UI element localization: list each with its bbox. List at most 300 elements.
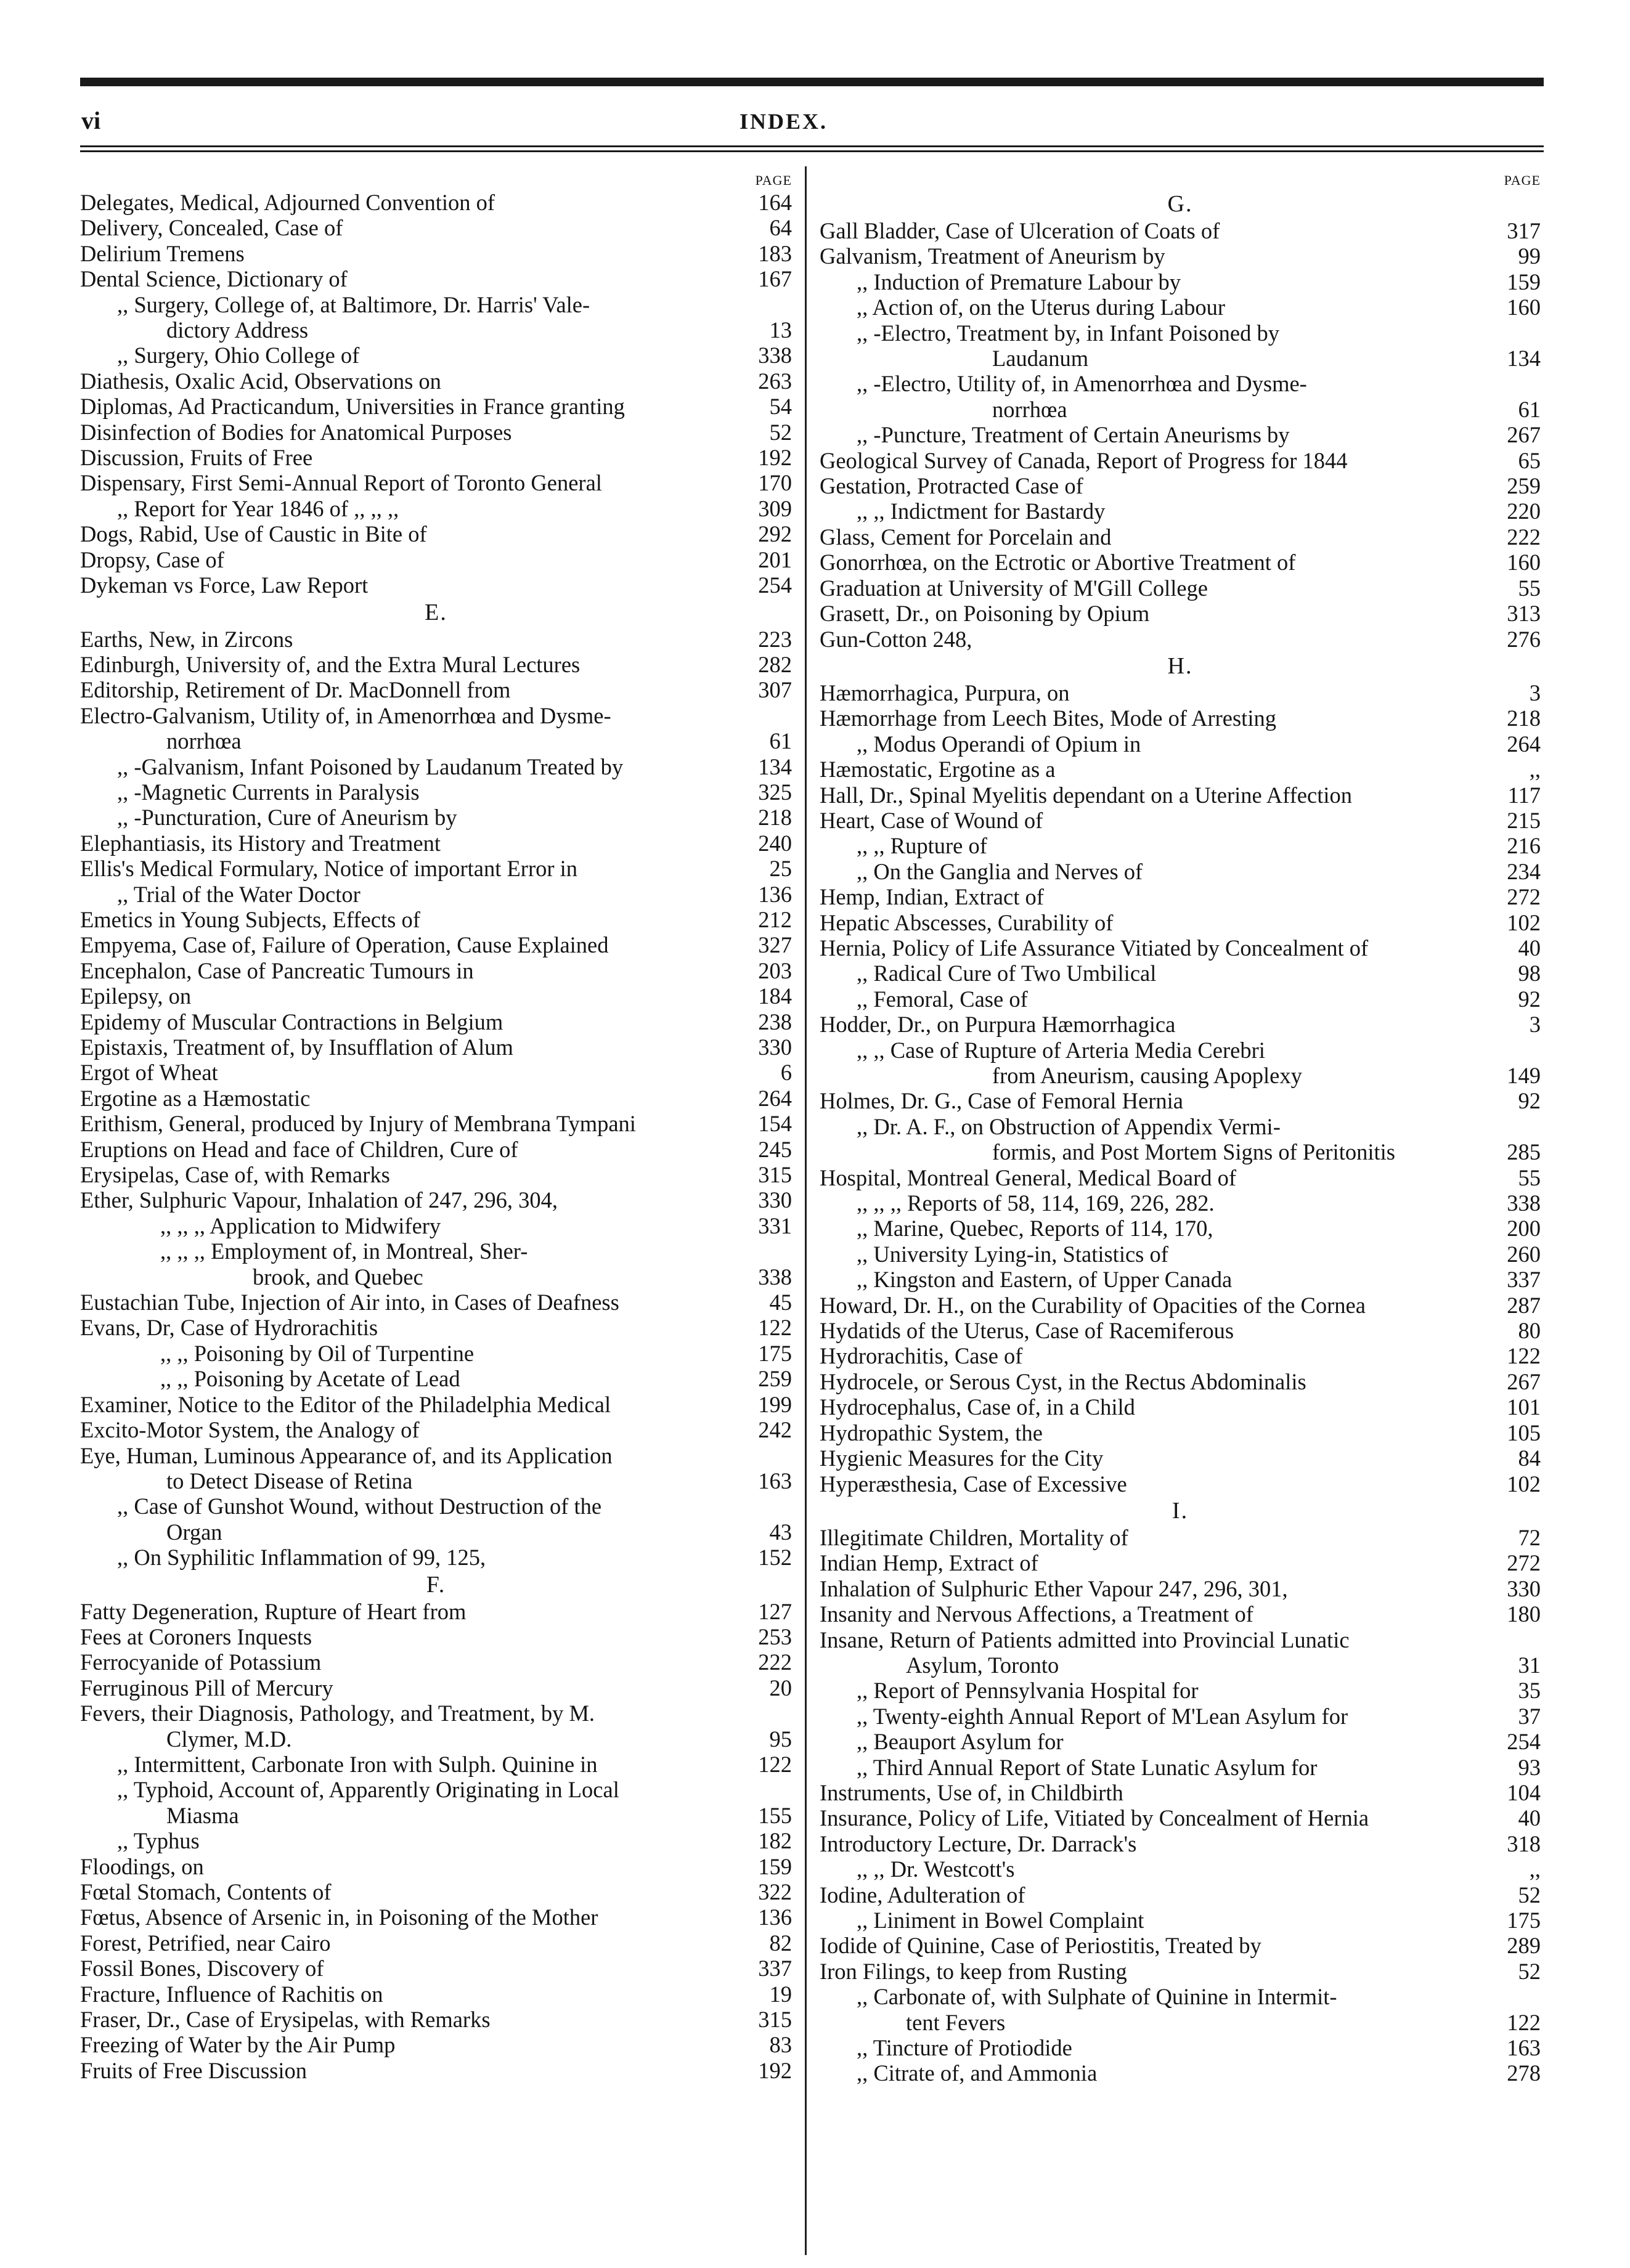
entry-page: 83 xyxy=(769,2032,792,2058)
index-entry xyxy=(820,1420,1541,1445)
entry-text: Epistaxis, Treatment of, by Insufflation of Alum xyxy=(80,1034,513,1060)
index-entry xyxy=(80,368,792,394)
entry-page: 155 xyxy=(758,1802,792,1828)
entry-text: Instruments, Use of, in Childbirth xyxy=(820,1779,1123,1805)
index-entry xyxy=(820,601,1541,626)
entry-page: 45 xyxy=(769,1290,792,1315)
index-entry xyxy=(80,1599,792,1624)
section-letter: F. xyxy=(426,1571,446,1598)
entry-page: 287 xyxy=(1507,1292,1541,1318)
index-entry xyxy=(820,218,1541,243)
index-entry xyxy=(80,1086,792,1111)
entry-text: ,, Beauport Asylum for xyxy=(857,1729,1064,1755)
entry-page: 264 xyxy=(758,1085,792,1111)
entry-text: Freezing of Water by the Air Pump xyxy=(80,2032,396,2058)
entry-text: Eye, Human, Luminous Appearance of, and its Application xyxy=(80,1442,613,1468)
index-entry xyxy=(820,1908,1541,1933)
entry-text: Iron Filings, to keep from Rusting xyxy=(820,1958,1127,1984)
entry-page: 184 xyxy=(758,983,792,1009)
entry-text: Emetics in Young Subjects, Effects of xyxy=(80,906,420,932)
entry-text: dictory Address xyxy=(166,317,309,343)
entry-text: Clymer, M.D. xyxy=(166,1726,292,1752)
entry-page: 315 xyxy=(758,1162,792,1188)
entry-text: ,, ,, Poisoning by Acetate of Lead xyxy=(160,1366,460,1392)
entry-text: ,, Report for Year 1846 of ,, ,, ,, xyxy=(117,495,399,521)
entry-text: Fruits of Free Discussion xyxy=(80,2057,308,2083)
entry-page: 253 xyxy=(758,1624,792,1649)
entry-page: 43 xyxy=(769,1519,792,1545)
entry-text: Hygienic Measures for the City xyxy=(820,1445,1104,1471)
index-entry xyxy=(820,1038,1541,1063)
index-entry xyxy=(80,1009,792,1034)
entry-text: Elephantiasis, its History and Treatment xyxy=(80,830,441,856)
entry-page: 3 xyxy=(1529,680,1541,705)
index-entry xyxy=(820,1959,1541,1984)
entry-text: norrhœa xyxy=(992,396,1067,422)
entry-page: 92 xyxy=(1518,1088,1541,1114)
entry-text: Illegitimate Children, Mortality of xyxy=(820,1524,1128,1550)
entry-text: ,, Carbonate of, with Sulphate of Quinine in Intermit- xyxy=(857,1984,1337,2010)
entry-text: Insanity and Nervous Affections, a Treatment of xyxy=(820,1601,1253,1627)
index-entry xyxy=(80,958,792,983)
index-entry xyxy=(80,1187,792,1213)
index-entry xyxy=(820,524,1541,550)
index-entry xyxy=(80,496,792,521)
index-entry xyxy=(820,986,1541,1012)
entry-text: Fatty Degeneration, Rupture of Heart from xyxy=(80,1598,467,1624)
index-entry xyxy=(80,1981,792,2007)
entry-text: Fœtal Stomach, Contents of xyxy=(80,1879,332,1904)
entry-text: ,, -Puncture, Treatment of Certain Aneurisms by xyxy=(857,422,1290,448)
entry-text: Delegates, Medical, Adjourned Convention of xyxy=(80,190,495,215)
index-entry xyxy=(820,1012,1541,1037)
page-column-label-left: PAGE xyxy=(755,173,792,188)
index-entry xyxy=(80,1649,792,1675)
entry-page: 338 xyxy=(758,1264,792,1290)
index-entry xyxy=(820,1704,1541,1729)
entry-page: 104 xyxy=(1507,1779,1541,1805)
index-entry xyxy=(80,1675,792,1701)
index-entry xyxy=(820,782,1541,808)
entry-text: Hernia, Policy of Life Assurance Vitiated by Concealment of xyxy=(820,935,1369,961)
index-entry xyxy=(80,1264,792,1290)
entry-page: 254 xyxy=(1507,1729,1541,1755)
index-entry xyxy=(820,705,1541,731)
entry-text: ,, Induction of Premature Labour by xyxy=(857,269,1181,295)
entry-text: formis, and Post Mortem Signs of Peritonitis xyxy=(992,1139,1395,1165)
index-entry xyxy=(80,932,792,957)
index-entry xyxy=(80,420,792,445)
index-entry xyxy=(820,1525,1541,1550)
entry-page: 122 xyxy=(758,1315,792,1341)
index-entry xyxy=(80,1290,792,1315)
entry-page: 40 xyxy=(1518,935,1541,961)
entry-page: 264 xyxy=(1507,731,1541,757)
index-entry xyxy=(80,1519,792,1545)
entry-text: Holmes, Dr. G., Case of Femoral Hernia xyxy=(820,1088,1183,1114)
entry-text: Erysipelas, Case of, with Remarks xyxy=(80,1162,390,1188)
entry-page: 55 xyxy=(1518,575,1541,601)
index-entry xyxy=(80,1417,792,1442)
index-entry xyxy=(80,547,792,572)
entry-text: Diplomas, Ad Practicandum, Universities in France granting xyxy=(80,394,625,420)
entry-text: Hall, Dr., Spinal Myelitis dependant on a Uterine Affection xyxy=(820,782,1352,808)
entry-text: Epidemy of Muscular Contractions in Belgium xyxy=(80,1009,503,1034)
entry-page: 35 xyxy=(1518,1678,1541,1704)
entry-text: brook, and Quebec xyxy=(253,1264,423,1290)
entry-page: 80 xyxy=(1518,1318,1541,1344)
entry-text: Fraser, Dr., Case of Erysipelas, with Remarks xyxy=(80,2007,491,2033)
entry-page: 240 xyxy=(758,830,792,856)
entry-page: 92 xyxy=(1518,986,1541,1012)
index-entry xyxy=(820,910,1541,935)
index-entry xyxy=(820,448,1541,473)
index-entry xyxy=(80,241,792,266)
entry-page: 152 xyxy=(758,1545,792,1571)
entry-page: 72 xyxy=(1518,1524,1541,1550)
index-entry xyxy=(80,1777,792,1802)
entry-page: 216 xyxy=(1507,833,1541,859)
right-column xyxy=(820,171,1541,2086)
entry-page: 82 xyxy=(769,1930,792,1956)
entry-text: Gall Bladder, Case of Ulceration of Coats of xyxy=(820,218,1220,243)
entry-page: 192 xyxy=(758,445,792,471)
entry-page: 259 xyxy=(758,1366,792,1392)
entry-page: 55 xyxy=(1518,1164,1541,1190)
entry-page: 93 xyxy=(1518,1754,1541,1780)
entry-page: 117 xyxy=(1507,782,1541,808)
index-entry xyxy=(820,1984,1541,2009)
index-entry xyxy=(820,295,1541,320)
entry-text: Hæmorrhage from Leech Bites, Mode of Arresting xyxy=(820,705,1276,731)
entry-page: 218 xyxy=(1507,705,1541,731)
index-entry xyxy=(820,422,1541,447)
entry-text: Indian Hemp, Extract of xyxy=(820,1550,1038,1576)
entry-page: 327 xyxy=(758,932,792,958)
entry-page: 222 xyxy=(758,1649,792,1675)
entry-text: Ferrocyanide of Potassium xyxy=(80,1649,322,1675)
index-entry xyxy=(820,1805,1541,1831)
entry-page: 65 xyxy=(1518,447,1541,473)
index-entry xyxy=(80,1341,792,1366)
entry-text: Electro-Galvanism, Utility of, in Amenorrhœa and Dysme- xyxy=(80,702,611,728)
index-entry xyxy=(820,1755,1541,1780)
index-entry xyxy=(80,652,792,677)
index-entry xyxy=(820,680,1541,705)
entry-text: Fossil Bones, Discovery of xyxy=(80,1956,324,1981)
index-entry xyxy=(80,1726,792,1752)
entry-page: 136 xyxy=(758,881,792,907)
index-entry xyxy=(80,1162,792,1187)
entry-text: ,, Femoral, Case of xyxy=(857,986,1028,1012)
entry-text: Hyperæsthesia, Case of Excessive xyxy=(820,1471,1127,1497)
entry-text: Asylum, Toronto xyxy=(906,1652,1059,1678)
entry-text: Erithism, General, produced by Injury of Membrana Tympani xyxy=(80,1111,636,1137)
entry-page: 127 xyxy=(758,1598,792,1624)
index-entry xyxy=(80,2007,792,2032)
entry-page: 52 xyxy=(769,419,792,445)
index-entry xyxy=(80,1392,792,1417)
entry-text: Dykeman vs Force, Law Report xyxy=(80,572,369,598)
entry-text: ,, -Puncturation, Cure of Aneurism by xyxy=(117,805,457,831)
index-entry xyxy=(80,343,792,368)
entry-text: ,, Surgery, Ohio College of xyxy=(117,343,360,368)
index-entry xyxy=(80,983,792,1009)
entry-page: 282 xyxy=(758,651,792,677)
index-entry xyxy=(820,1856,1541,1882)
entry-text: ,, ,, Case of Rupture of Arteria Media Cerebri xyxy=(857,1037,1265,1063)
index-entry xyxy=(80,1060,792,1085)
entry-page: 99 xyxy=(1518,243,1541,269)
index-entry xyxy=(80,754,792,779)
index-entry xyxy=(820,1369,1541,1394)
entry-page: 122 xyxy=(1507,1343,1541,1369)
entry-text: Fevers, their Diagnosis, Pathology, and Treatment, by M. xyxy=(80,1701,595,1726)
entry-text: Disinfection of Bodies for Anatomical Purposes xyxy=(80,419,512,445)
header-rule-lower xyxy=(80,150,1544,152)
index-entry xyxy=(80,292,792,317)
index-entry xyxy=(80,1904,792,1930)
entry-text: from Aneurism, causing Apoplexy xyxy=(992,1063,1302,1088)
index-entry xyxy=(80,1624,792,1649)
index-entry xyxy=(80,470,792,495)
entry-page: 52 xyxy=(1518,1958,1541,1984)
entry-text: ,, -Electro, Utility of, in Amenorrhœa and Dysme- xyxy=(857,371,1307,397)
index-entry xyxy=(820,1471,1541,1497)
index-entry xyxy=(820,757,1541,782)
index-entry xyxy=(820,1601,1541,1627)
entry-page: 218 xyxy=(758,805,792,831)
header-rule-upper xyxy=(80,145,1544,147)
entry-text: ,, Tincture of Protiodide xyxy=(857,2035,1072,2061)
entry-page: 278 xyxy=(1507,2060,1541,2086)
entry-text: ,, -Electro, Treatment by, in Infant Poisoned by xyxy=(857,320,1279,346)
section-letter: H. xyxy=(1167,652,1193,679)
index-entry xyxy=(820,1933,1541,1958)
index-entry xyxy=(80,1111,792,1136)
index-entry xyxy=(80,627,792,652)
index-entry xyxy=(820,1139,1541,1164)
entry-text: Delivery, Concealed, Case of xyxy=(80,215,343,241)
entry-page: 163 xyxy=(1507,2035,1541,2061)
entry-page: 98 xyxy=(1518,961,1541,986)
entry-text: Hemp, Indian, Extract of xyxy=(820,884,1044,910)
entry-text: Diathesis, Oxalic Acid, Observations on xyxy=(80,368,441,394)
entry-page: 201 xyxy=(758,547,792,572)
entry-page: 182 xyxy=(758,1828,792,1854)
entry-page: 215 xyxy=(1507,807,1541,833)
entry-text: ,, ,, Poisoning by Oil of Turpentine xyxy=(160,1340,475,1366)
entry-page: 192 xyxy=(758,2057,792,2083)
entry-page: 37 xyxy=(1518,1703,1541,1729)
index-entry xyxy=(80,1956,792,1981)
entry-text: Empyema, Case of, Failure of Operation, Cause Explained xyxy=(80,932,609,958)
entry-page: 6 xyxy=(780,1060,792,1086)
index-entry xyxy=(820,320,1541,346)
index-entry xyxy=(820,808,1541,833)
entry-page: 330 xyxy=(758,1034,792,1060)
entry-page: 13 xyxy=(769,317,792,343)
entry-text: Hydrocele, or Serous Cyst, in the Rectus Abdominalis xyxy=(820,1368,1306,1394)
entry-page: 170 xyxy=(758,470,792,496)
index-entry xyxy=(820,1394,1541,1420)
entry-text: ,, ,, ,, Reports of 58, 114, 169, 226, 282. xyxy=(857,1190,1215,1216)
entry-text: Edinburgh, University of, and the Extra Mural Lectures xyxy=(80,651,581,677)
entry-page: 242 xyxy=(758,1417,792,1443)
entry-text: Excito-Motor System, the Analogy of xyxy=(80,1417,420,1443)
entry-text: Fracture, Influence of Rachitis on xyxy=(80,1981,383,2007)
entry-text: Grasett, Dr., on Poisoning by Opium xyxy=(820,601,1150,627)
entry-page: 317 xyxy=(1507,218,1541,243)
entry-page: 31 xyxy=(1518,1652,1541,1678)
entry-page: 272 xyxy=(1507,884,1541,910)
entry-text: Ferruginous Pill of Mercury xyxy=(80,1675,333,1701)
entry-text: ,, Modus Operandi of Opium in xyxy=(857,731,1141,757)
index-entry xyxy=(820,550,1541,575)
index-entry xyxy=(80,2032,792,2057)
entry-page: 154 xyxy=(758,1111,792,1137)
entry-page: 259 xyxy=(1507,473,1541,499)
entry-text: Organ xyxy=(166,1519,222,1545)
entry-page: 136 xyxy=(758,1904,792,1930)
entry-text: ,, Marine, Quebec, Reports of 114, 170, xyxy=(857,1216,1213,1242)
entry-text: Hydatids of the Uterus, Case of Racemiferous xyxy=(820,1318,1234,1344)
index-entry xyxy=(80,1701,792,1726)
entry-page: 234 xyxy=(1507,858,1541,884)
index-entry xyxy=(80,1034,792,1060)
index-entry xyxy=(820,1831,1541,1856)
entry-text: Hepatic Abscesses, Curability of xyxy=(820,909,1114,935)
entry-page: 52 xyxy=(1518,1882,1541,1908)
index-entry xyxy=(80,1930,792,1956)
entry-text: Glass, Cement for Porcelain and xyxy=(820,524,1112,550)
entry-page: 322 xyxy=(758,1879,792,1904)
entry-page: 84 xyxy=(1518,1445,1541,1471)
section-letter: E. xyxy=(425,599,447,625)
entry-text: Inhalation of Sulphuric Ether Vapour 247, 296, 301, xyxy=(820,1575,1288,1601)
entry-page: 102 xyxy=(1507,909,1541,935)
index-entry xyxy=(820,1088,1541,1113)
index-entry xyxy=(820,371,1541,396)
entry-text: ,, Intermittent, Carbonate Iron with Sulph. Quinine in xyxy=(117,1751,598,1777)
entry-text: Ergotine as a Hæmostatic xyxy=(80,1085,311,1111)
page-column-label-right: PAGE xyxy=(1504,173,1541,188)
entry-page: 285 xyxy=(1507,1139,1541,1165)
index-entry xyxy=(820,346,1541,371)
entry-text: Ether, Sulphuric Vapour, Inhalation of 247, 296, 304, xyxy=(80,1187,558,1213)
index-entry xyxy=(820,1165,1541,1190)
entry-page: 338 xyxy=(1507,1190,1541,1216)
entry-text: Introductory Lecture, Dr. Darrack's xyxy=(820,1831,1137,1856)
entry-page: 199 xyxy=(758,1391,792,1417)
entry-page: ,, xyxy=(1529,1856,1541,1882)
index-entry xyxy=(820,575,1541,601)
entry-text: Insurance, Policy of Life, Vitiated by Concealment of Hernia xyxy=(820,1805,1369,1831)
index-entry xyxy=(80,317,792,343)
entry-text: ,, Surgery, College of, at Baltimore, Dr. Harris' Vale- xyxy=(117,291,590,317)
index-entry xyxy=(80,1468,792,1494)
index-entry xyxy=(820,731,1541,757)
index-entry xyxy=(820,833,1541,858)
entry-page: 245 xyxy=(758,1136,792,1162)
index-entry xyxy=(80,1545,792,1570)
index-entry xyxy=(80,1803,792,1828)
entry-text: Dental Science, Dictionary of xyxy=(80,266,348,292)
index-entry xyxy=(820,1882,1541,1908)
index-entry xyxy=(80,779,792,805)
entry-text: ,, Report of Pennsylvania Hospital for xyxy=(857,1678,1199,1704)
entry-text: Dogs, Rabid, Use of Caustic in Bite of xyxy=(80,521,427,547)
entry-text: Discussion, Fruits of Free xyxy=(80,445,313,471)
entry-page: 159 xyxy=(1507,269,1541,295)
index-entry xyxy=(820,1190,1541,1216)
entry-text: ,, Twenty-eighth Annual Report of M'Lean Asylum for xyxy=(857,1703,1348,1729)
entry-text: Dropsy, Case of xyxy=(80,547,224,572)
index-entry xyxy=(820,1729,1541,1754)
entry-page: 95 xyxy=(769,1726,792,1752)
entry-page: 180 xyxy=(1507,1601,1541,1627)
index-entry xyxy=(80,728,792,754)
entry-text: Evans, Dr, Case of Hydrorachitis xyxy=(80,1315,378,1341)
page-number: vi xyxy=(81,107,101,134)
entry-text: Forest, Petrified, near Cairo xyxy=(80,1930,331,1956)
index-entry xyxy=(80,856,792,881)
index-entry xyxy=(820,1652,1541,1678)
index-entry xyxy=(820,1678,1541,1703)
index-entry xyxy=(820,2010,1541,2035)
entry-page: 40 xyxy=(1518,1805,1541,1831)
entry-page: 337 xyxy=(758,1956,792,1981)
index-entry xyxy=(820,1550,1541,1575)
entry-text: Gestation, Protracted Case of xyxy=(820,473,1083,499)
entry-page: 307 xyxy=(758,677,792,703)
column-divider xyxy=(805,166,807,2255)
entry-text: Hydropathic System, the xyxy=(820,1420,1043,1445)
index-entry xyxy=(80,266,792,291)
right-index-list xyxy=(820,190,1541,2086)
entry-text: norrhœa xyxy=(166,728,242,754)
entry-page: 338 xyxy=(758,343,792,368)
index-entry xyxy=(820,1343,1541,1368)
entry-text: ,, ,, Dr. Westcott's xyxy=(857,1856,1015,1882)
index-entry xyxy=(80,572,792,598)
entry-page: 19 xyxy=(769,1981,792,2007)
entry-text: ,, Dr. A. F., on Obstruction of Appendix Vermi- xyxy=(857,1113,1281,1139)
index-entry xyxy=(80,882,792,907)
entry-text: Gun-Cotton 248, xyxy=(820,626,972,652)
entry-text: ,, Citrate of, and Ammonia xyxy=(857,2060,1098,2086)
entry-text: to Detect Disease of Retina xyxy=(166,1468,413,1494)
index-entry xyxy=(820,1627,1541,1652)
entry-page: 122 xyxy=(758,1751,792,1777)
entry-page: 315 xyxy=(758,2007,792,2033)
entry-page: 159 xyxy=(758,1853,792,1879)
entry-text: ,, Typhoid, Account of, Apparently Originating in Local xyxy=(117,1777,619,1803)
entry-page: 61 xyxy=(1518,396,1541,422)
entry-page: 330 xyxy=(758,1187,792,1213)
left-index-list xyxy=(80,190,792,2083)
index-entry xyxy=(820,243,1541,269)
entry-page: 331 xyxy=(758,1213,792,1238)
index-entry xyxy=(820,1293,1541,1318)
entry-page: 175 xyxy=(758,1340,792,1366)
entry-text: Encephalon, Case of Pancreatic Tumours in xyxy=(80,957,474,983)
entry-page: 160 xyxy=(1507,295,1541,320)
index-entry xyxy=(820,397,1541,422)
entry-page: 263 xyxy=(758,368,792,394)
entry-page: 101 xyxy=(1507,1394,1541,1420)
entry-text: ,, Radical Cure of Two Umbilical xyxy=(857,961,1157,986)
